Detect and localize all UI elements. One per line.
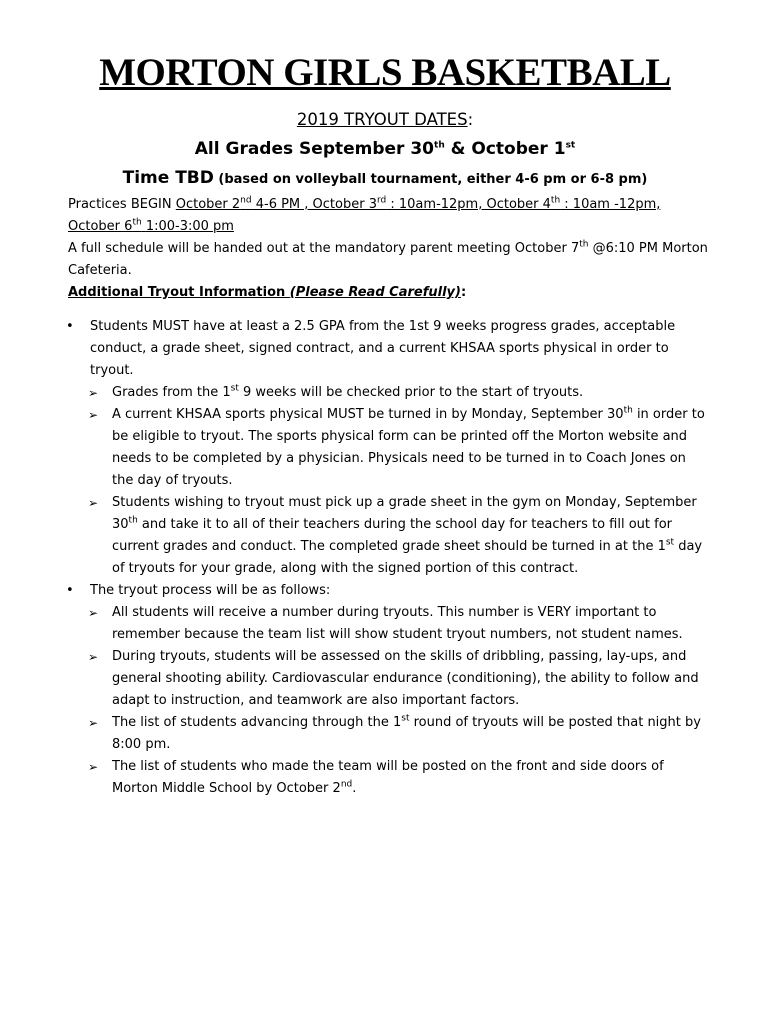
time-tbd-line: Time TBD (based on volleyball tournament, either 4-6 pm or 6-8 pm) bbox=[122, 168, 648, 188]
additional-info-heading: Additional Tryout Information (Please Read Carefully): bbox=[68, 285, 467, 300]
arrow-icon: ➢ bbox=[88, 606, 99, 620]
tryout-dates-heading: 2019 TRYOUT DATES: bbox=[296, 110, 474, 129]
list-item: ➢ Grades from the 1st 9 weeks will be checked prior to the start of tryouts. bbox=[88, 382, 708, 404]
arrow-icon: ➢ bbox=[88, 760, 99, 774]
list-item: • Students MUST have at least a 2.5 GPA from the 1st 9 weeks progress grades, acceptable conduct, a grade sheet, signed contract, and a current KHSAA sports physical in order to tryout. bbox=[66, 316, 708, 382]
arrow-icon: ➢ bbox=[88, 496, 99, 510]
arrow-icon: ➢ bbox=[88, 386, 99, 400]
arrow-icon: ➢ bbox=[88, 408, 99, 422]
arrow-icon: ➢ bbox=[88, 716, 99, 730]
arrow-icon: ➢ bbox=[88, 650, 99, 664]
list-item: ➢ All students will receive a number during tryouts. This number is VERY important to remember because the team list will show student tryout numbers, not student names. bbox=[88, 602, 708, 646]
list-item: ➢ A current KHSAA sports physical MUST be turned in by Monday, September 30th in order to be eligible to tryout. The sports physical form can be printed off the Morton website and needs to be completed by a physician. Physicals need to be turned in to Coach Jones on the day of tryouts. bbox=[88, 405, 705, 488]
schedule-paragraph: A full schedule will be handed out at the mandatory parent meeting October 7th @6:10 PM Morton Cafeteria. bbox=[68, 239, 708, 278]
bullet-icon: • bbox=[66, 583, 74, 598]
list-item: ➢ The list of students advancing through the 1st round of tryouts will be posted that night by 8:00 pm. bbox=[88, 713, 701, 752]
list-item: ➢ Students wishing to tryout must pick up a grade sheet in the gym on Monday, September 30th and take it to all of their teachers during the school day for teachers to fill out for current grades and conduct. The completed grade sheet should be turned in at the 1st day of tryouts for your grade, along with the signed portion of this contract. bbox=[88, 492, 708, 580]
list-item: • The tryout process will be as follows: bbox=[66, 580, 708, 602]
practices-paragraph: Practices BEGIN October 2nd 4-6 PM , October 3rd : 10am-12pm, October 4th : 10am -12pm, October 6th 1:00-3:00 pm bbox=[68, 195, 661, 234]
page-title: MORTON GIRLS BASKETBALL bbox=[99, 51, 671, 94]
list-item: ➢ The list of students who made the team will be posted on the front and side doors of Morton Middle School by October 2nd. bbox=[88, 756, 708, 800]
all-grades-line: All Grades September 30th & October 1st bbox=[194, 139, 576, 159]
bullet-icon: • bbox=[66, 319, 74, 334]
list-item: ➢ During tryouts, students will be assessed on the skills of dribbling, passing, lay-ups, and general shooting ability. Cardiovascular endurance (conditioning), the ability to follow and adapt to instruction, and teamwork are also important factors. bbox=[88, 646, 708, 712]
requirements-list bbox=[66, 316, 708, 580]
process-list bbox=[66, 580, 708, 800]
